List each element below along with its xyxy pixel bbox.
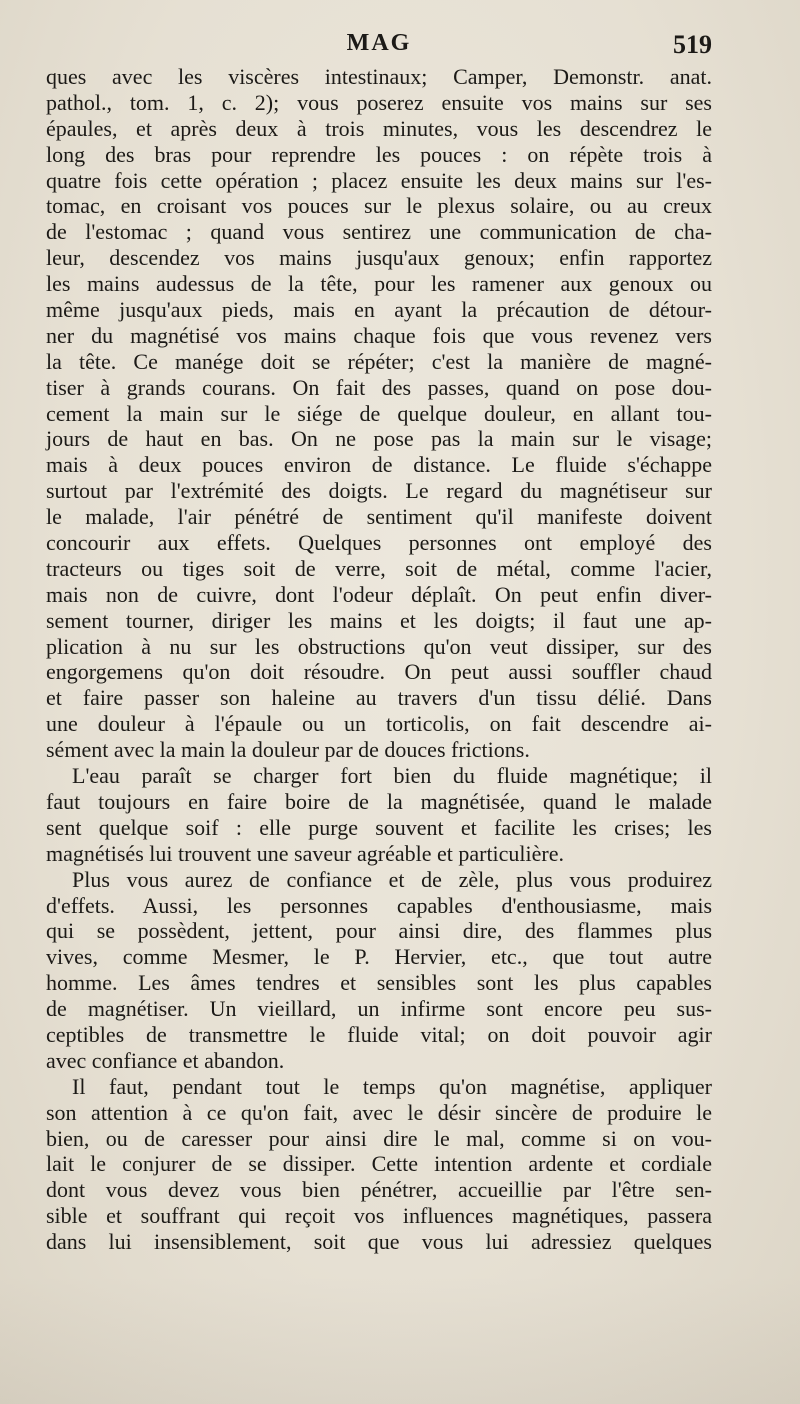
paragraph (46, 64, 712, 763)
text-line: Plus vous aurez de confiance et de zèle, plus vous produirez (72, 866, 712, 892)
text-line: homme. Les âmes tendres et sensibles sont les plus capables (46, 970, 712, 996)
text-line: vives, comme Mesmer, le P. Hervier, etc., que tout autre (46, 944, 712, 970)
text-line: cement la main sur le siége de quelque douleur, en allant tou- (46, 400, 712, 426)
text-line: sent quelque soif : elle purge souvent et facilite les crises; les (46, 814, 712, 840)
text-line: ques avec les viscères intestinaux; Camper, Demonstr. anat. (46, 64, 712, 89)
text-line: ceptibles de transmettre le fluide vital; on doit pouvoir agir (46, 1021, 712, 1047)
page-bottom-margin (0, 1275, 800, 1404)
text-line: tracteurs ou tiges soit de verre, soit de métal, comme l'acier, (46, 555, 712, 581)
text-line: plication à nu sur les obstructions qu'on veut dissiper, sur des (46, 633, 712, 659)
text-line: sément avec la main la douleur par de douces frictions. (46, 737, 530, 763)
text-line: faut toujours en faire boire de la magnétisée, quand le malade (46, 788, 712, 814)
text-line: dont vous devez vous bien pénétrer, accueillie par l'être sen- (46, 1177, 712, 1203)
text-line: magnétisés lui trouvent une saveur agréable et particulière. (46, 840, 565, 866)
text-line: sement tourner, diriger les mains et les doigts; il faut une ap- (46, 607, 712, 633)
text-line: L'eau paraît se charger fort bien du fluide magnétique; il (72, 763, 712, 789)
text-line: avec confiance et abandon. (46, 1047, 285, 1073)
text-line: même jusqu'aux pieds, mais en ayant la précaution de détour- (46, 297, 712, 323)
text-line: une douleur à l'épaule ou un torticolis, on fait descendre ai- (46, 711, 712, 737)
text-line: tomac, en croisant vos pouces sur le plexus solaire, ou au creux (46, 193, 712, 219)
text-line: quatre fois cette opération ; placez ensuite les deux mains sur l'es- (46, 167, 712, 193)
page-header (46, 30, 712, 64)
paragraph (46, 763, 712, 867)
text-line: la tête. Ce manége doit se répéter; c'est la manière de magné- (46, 348, 712, 374)
text-line: sible et souffrant qui reçoit vos influences magnétiques, passera (46, 1203, 712, 1229)
text-line: d'effets. Aussi, les personnes capables d'enthousiasme, mais (46, 892, 712, 918)
paragraph (46, 1074, 712, 1255)
text-line: les mains audessus de la tête, pour les ramener aux genoux ou (46, 271, 712, 297)
text-line: mais non de cuivre, dont l'odeur déplaît. On peut enfin diver- (46, 581, 712, 607)
text-line: épaules, et après deux à trois minutes, vous les descendrez le (46, 115, 712, 141)
text-line: lait le conjurer de se dissiper. Cette intention ardente et cordiale (46, 1151, 712, 1177)
text-line: pathol., tom. 1, c. 2); vous poserez ensuite vos mains sur ses (46, 89, 712, 115)
text-line: concourir aux effets. Quelques personnes ont employé des (46, 530, 712, 556)
text-line: tiser à grands courans. On fait des passes, quand on pose dou- (46, 374, 712, 400)
text-line: surtout par l'extrémité des doigts. Le regard du magnétiseur sur (46, 478, 712, 504)
running-head: MAG (346, 30, 412, 56)
text-line: qui se possèdent, jettent, pour ainsi dire, des flammes plus (46, 918, 712, 944)
text-line: long des bras pour reprendre les pouces : on répète trois à (46, 141, 712, 167)
text-line: le malade, l'air pénétré de sentiment qu'il manifeste doivent (46, 504, 712, 530)
text-line: mais à deux pouces environ de distance. Le fluide s'échappe (46, 452, 712, 478)
text-line: de magnétiser. Un vieillard, un infirme sont encore peu sus- (46, 996, 712, 1022)
text-line: jours de haut en bas. On ne pose pas la main sur le visage; (46, 426, 712, 452)
paragraph (46, 867, 712, 1074)
text-line: bien, ou de caresser pour ainsi dire le mal, comme si on vou- (46, 1125, 712, 1151)
text-line: engorgemens qu'on doit résoudre. On peut aussi souffler chaud (46, 659, 712, 685)
paragraph-container (46, 64, 712, 1255)
text-line: de l'estomac ; quand vous sentirez une communication de cha- (46, 219, 712, 245)
page-number: 519 (673, 30, 712, 59)
text-line: dans lui insensiblement, soit que vous lui adressiez quelques (46, 1229, 712, 1255)
body-text (46, 64, 712, 1255)
text-line: Il faut, pendant tout le temps qu'on magnétise, appliquer (72, 1073, 712, 1099)
text-line: et faire passer son haleine au travers d'un tissu délié. Dans (46, 685, 712, 711)
text-line: ner du magnétisé vos mains chaque fois que vous revenez vers (46, 322, 712, 348)
text-line: son attention à ce qu'on fait, avec le désir sincère de produire le (46, 1099, 712, 1125)
text-line: leur, descendez vos mains jusqu'aux genoux; enfin rapportez (46, 245, 712, 271)
